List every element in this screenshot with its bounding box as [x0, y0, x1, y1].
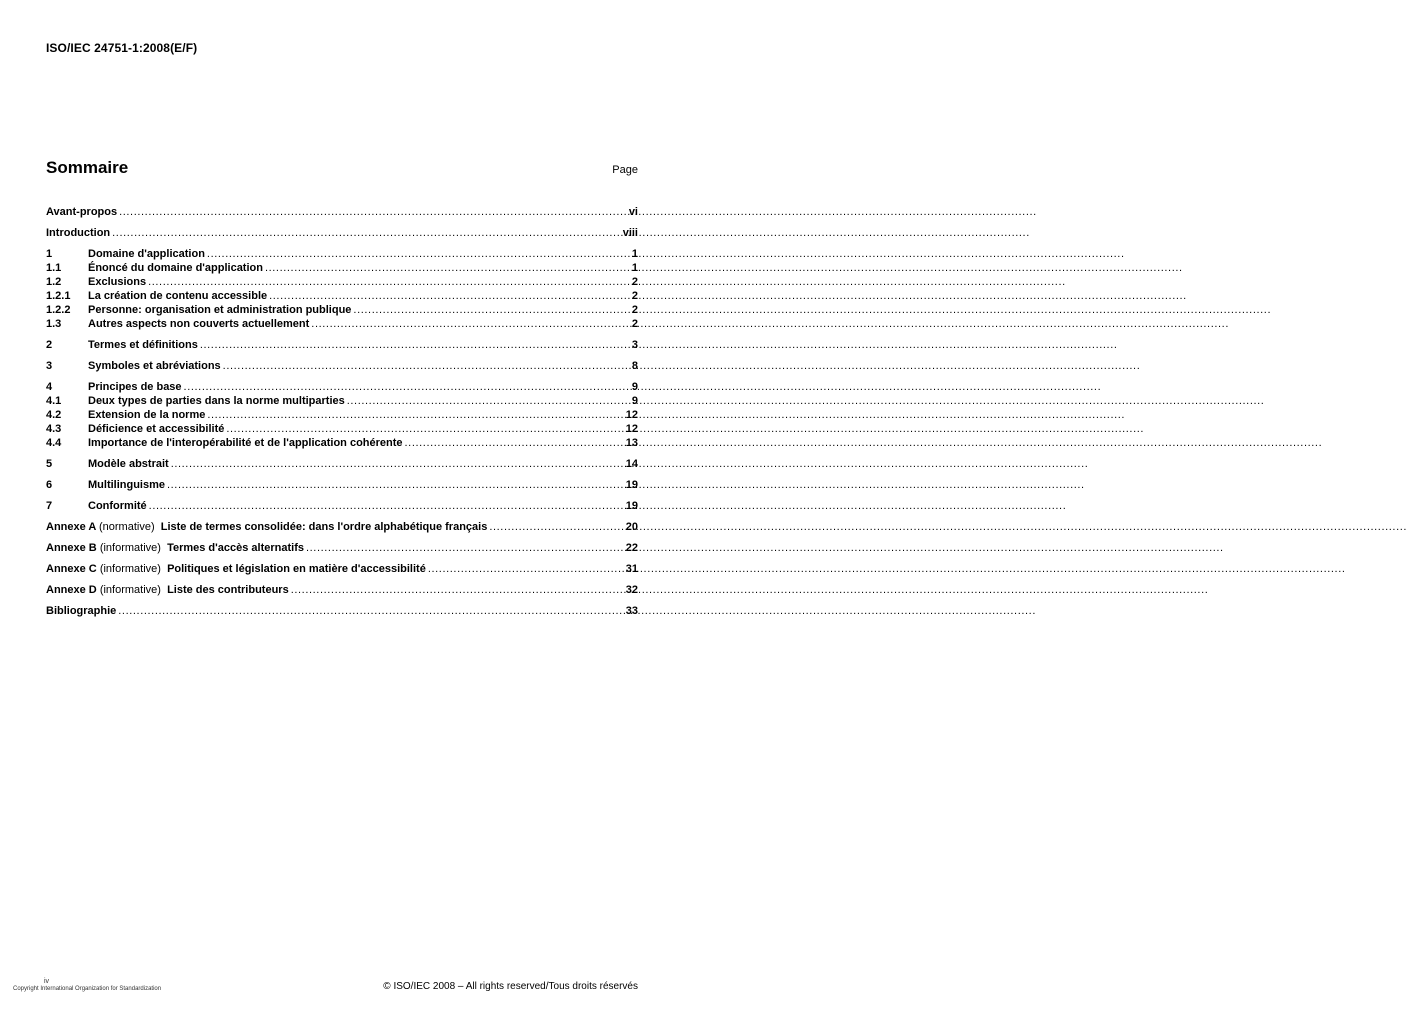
toc-entry-label [88, 394, 345, 408]
toc-entry-label [88, 275, 146, 289]
toc-entry-label [88, 261, 263, 275]
toc-entry-page: 2 [631, 276, 638, 288]
toc-entry-label [46, 541, 304, 555]
toc-dot-leader [489, 520, 623, 534]
toc-entry-title: Annexe A [46, 521, 96, 533]
toc-entry[interactable] [46, 436, 638, 450]
toc-entry-title: Principes de base [88, 381, 182, 393]
toc-entry-title: Introduction [46, 227, 111, 239]
toc-dot-leader [226, 422, 623, 436]
toc-dot-leader [428, 562, 624, 576]
toc-entry-number: 5 [46, 458, 53, 470]
toc-entry-page: 19 [625, 479, 638, 491]
toc-entry-title: Personne: organisation et administration publique [88, 304, 352, 316]
toc-entry-annex-type: (normative) [98, 521, 155, 533]
toc-entry-label [88, 317, 309, 331]
toc-dot-leader [353, 303, 629, 317]
toc-entry-label [46, 205, 117, 219]
toc-entry-page: 2 [631, 318, 638, 330]
toc-entry-page: vi [628, 206, 638, 218]
toc-entry-page: 12 [625, 423, 638, 435]
toc-entry-number: 1.2.2 [46, 304, 71, 316]
toc-entry-label [46, 604, 116, 618]
toc-entry-page: 8 [631, 360, 638, 372]
toc-entry-label [88, 499, 147, 513]
toc-entry[interactable] [46, 205, 638, 219]
toc-entry-label [46, 520, 487, 534]
toc-entry[interactable] [46, 359, 638, 373]
toc-entry-page: viii [622, 227, 638, 239]
toc-entry-annex-type: (informative) [99, 584, 161, 596]
toc-entry-title: Autres aspects non couverts actuellement [88, 318, 310, 330]
toc-title: Sommaire [46, 158, 129, 177]
page-number-mark: iv [44, 978, 50, 985]
toc-dot-leader [149, 499, 624, 513]
toc-entry-number: 4.3 [46, 423, 62, 435]
toc-entry-label [88, 359, 221, 373]
toc-entry-label [88, 338, 198, 352]
toc-dot-leader [223, 359, 630, 373]
toc-dot-leader [207, 408, 623, 422]
toc-entry-title: Annexe B [46, 542, 97, 554]
toc-entry-annex-title: Termes d'accès alternatifs [167, 542, 304, 554]
toc-dot-leader [171, 457, 624, 471]
toc-dot-leader [167, 478, 624, 492]
toc-dot-leader [265, 261, 630, 275]
toc-entry-label [46, 583, 289, 597]
toc-entry-label [88, 380, 182, 394]
toc-entry[interactable] [46, 562, 638, 576]
toc-entry-annex-title: Liste des contributeurs [167, 584, 289, 596]
toc-dot-leader [291, 583, 624, 597]
toc-entry-number: 4 [46, 381, 53, 393]
toc-entry[interactable] [46, 478, 638, 492]
toc-entry[interactable] [46, 604, 638, 618]
toc-entry-page: 33 [625, 605, 638, 617]
toc-entry-page: 22 [625, 542, 638, 554]
toc-entry[interactable] [46, 457, 638, 471]
toc-entry-page: 12 [625, 409, 638, 421]
toc-entry-title: Domaine d'application [88, 248, 205, 260]
toc-entry-title: La création de contenu accessible [88, 290, 268, 302]
toc-dot-leader [347, 394, 630, 408]
toc-entry-number: 4.2 [46, 409, 62, 421]
toc-entry-number: 1.2 [46, 276, 62, 288]
toc-entry-title: Exclusions [88, 276, 147, 288]
toc-entry-title: Annexe D [46, 584, 97, 596]
toc-entry-annex-type: (informative) [99, 542, 161, 554]
toc-entry[interactable] [46, 520, 638, 534]
toc-entry-label [88, 422, 224, 436]
toc-dot-leader [306, 541, 624, 555]
toc-dot-leader [207, 247, 630, 261]
toc-dot-leader [405, 436, 624, 450]
toc-entry-number: 4.1 [46, 395, 62, 407]
document-id-header: ISO/IEC 24751-1:2008(E/F) [46, 41, 198, 55]
toc-entry[interactable] [46, 261, 638, 275]
toc-entry-page: 3 [631, 339, 638, 351]
toc-entry-label [88, 247, 205, 261]
toc-header [46, 158, 638, 180]
toc-entry-title: Déficience et accessibilité [88, 423, 225, 435]
toc-entry-title: Importance de l'interopérabilité et de l'application cohérente [88, 437, 403, 449]
toc-dot-leader [200, 338, 630, 352]
toc-entry-page: 2 [631, 304, 638, 316]
toc-entry-label [88, 303, 351, 317]
toc-entry-title: Extension de la norme [88, 409, 206, 421]
toc-entry-annex-type: (informative) [99, 563, 161, 575]
toc-entry-annex-title: Politiques et législation en matière d'accessibilité [167, 563, 426, 575]
toc-entry-title: Annexe C [46, 563, 97, 575]
toc-entry-page: 1 [631, 262, 638, 274]
toc-entry[interactable] [46, 541, 638, 555]
toc-entry-number: 7 [46, 500, 53, 512]
toc-entry-title: Multilinguisme [88, 479, 165, 491]
toc-entry-label [88, 478, 165, 492]
toc-entry-page: 20 [625, 521, 638, 533]
toc-entry-title: Énoncé du domaine d'application [88, 262, 263, 274]
toc-entry[interactable] [46, 303, 638, 317]
toc-entry-page: 19 [625, 500, 638, 512]
toc-entry-number: 4.4 [46, 437, 62, 449]
toc-entry-title: Avant-propos [46, 206, 118, 218]
toc-entry-number: 3 [46, 360, 53, 372]
toc-entry[interactable] [46, 394, 638, 408]
toc-page-column-label: Page [612, 164, 638, 176]
toc-entry-number: 1 [46, 248, 53, 260]
toc-entry-page: 9 [631, 381, 638, 393]
toc-entry-label [88, 289, 267, 303]
toc-entry[interactable] [46, 289, 638, 303]
toc-entry[interactable] [46, 422, 638, 436]
toc-dot-leader [119, 205, 627, 219]
copyright-right: © ISO/IEC 2008 – All rights reserved/Tous droits réservés [383, 981, 638, 992]
toc-dot-leader [148, 275, 630, 289]
toc-entry-number: 6 [46, 479, 53, 491]
toc-entry-page: 31 [625, 563, 638, 575]
toc-dot-leader [269, 289, 630, 303]
toc-dot-leader [118, 604, 623, 618]
toc-entry-page: 9 [631, 395, 638, 407]
toc-entry[interactable] [46, 317, 638, 331]
toc-dot-leader [112, 226, 621, 240]
toc-entry[interactable] [46, 338, 638, 352]
toc-entry-title: Conformité [88, 500, 147, 512]
toc-entry-label [46, 562, 426, 576]
toc-entry[interactable] [46, 499, 638, 513]
toc-entry-number: 1.1 [46, 262, 62, 274]
toc-entry[interactable] [46, 583, 638, 597]
toc-entry-annex-title: Liste de termes consolidée: dans l'ordre alphabétique français [160, 521, 488, 533]
toc-entry-title: Termes et définitions [88, 339, 198, 351]
toc-entry[interactable] [46, 408, 638, 422]
toc-entry-number: 2 [46, 339, 53, 351]
toc-entry-title: Symboles et abréviations [88, 360, 221, 372]
toc-entry-label [88, 436, 403, 450]
toc-dot-leader [184, 380, 630, 394]
toc-entry-label [46, 226, 110, 240]
toc-entry-page: 32 [625, 584, 638, 596]
toc-entry[interactable] [46, 380, 638, 394]
toc-dot-leader [311, 317, 630, 331]
toc-entry-number: 1.3 [46, 318, 62, 330]
toc-entry-number: 1.2.1 [46, 290, 71, 302]
toc-entry-title: Deux types de parties dans la norme multiparties [88, 395, 345, 407]
copyright-left: Copyright International Organization for Standardization [13, 986, 162, 992]
toc-entry-title: Bibliographie [46, 605, 117, 617]
toc-entry-title: Modèle abstrait [88, 458, 169, 470]
toc-entry[interactable] [46, 226, 638, 240]
toc-entry-label [88, 408, 205, 422]
toc-entry-page: 1 [631, 248, 638, 260]
toc-entry-page: 14 [625, 458, 638, 470]
toc-entry[interactable] [46, 275, 638, 289]
toc-entry-label [88, 457, 169, 471]
toc-entry-page: 2 [631, 290, 638, 302]
toc-entry-page: 13 [625, 437, 638, 449]
toc-entry[interactable] [46, 247, 638, 261]
